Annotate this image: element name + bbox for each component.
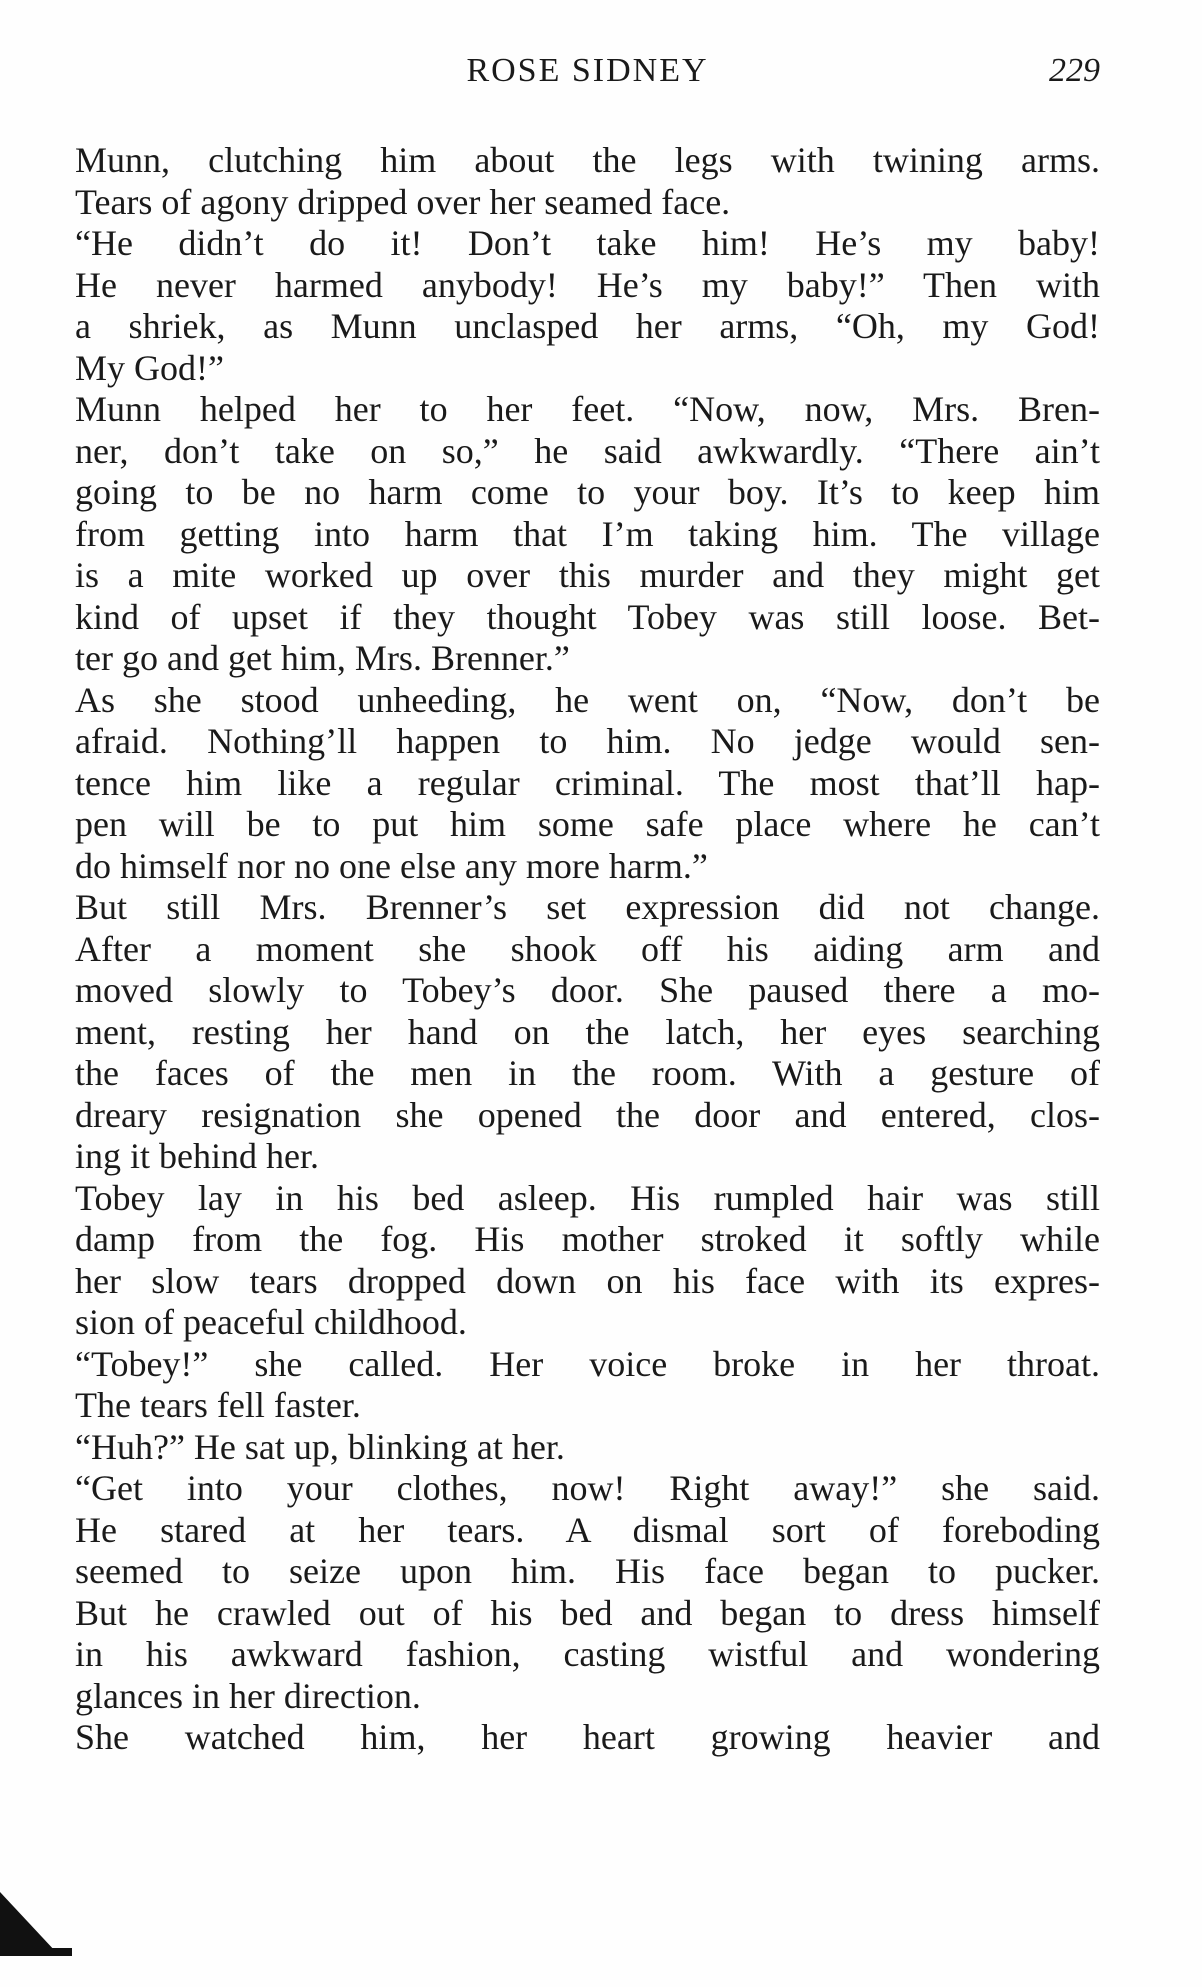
text-line: kind of upset if they thought Tobey was still loose. Bet- — [75, 596, 1100, 637]
text-line: pen will be to put him some safe place where he can’t — [75, 804, 1100, 844]
text-line: is a mite worked up over this murder and they might get — [75, 555, 1100, 595]
text-line: After a moment she shook off his aiding arm and — [75, 928, 1100, 969]
text-line: As she stood unheeding, he went on, “Now, don’t be — [75, 679, 1100, 720]
text-line: ner, don’t take on so,” he said awkwardly. “There ain’t — [75, 430, 1100, 471]
text-line: Munn, clutching him about the legs with twining arms. — [75, 140, 1100, 180]
text-line: “Huh?” He sat up, blinking at her. — [75, 1426, 565, 1467]
text-line: sion of peaceful childhood. — [75, 1302, 467, 1342]
text-line: damp from the fog. His mother stroked it softly while — [75, 1219, 1100, 1259]
text-line: He stared at her tears. A dismal sort of foreboding — [75, 1509, 1100, 1550]
text-line: “Get into your clothes, now! Right away!” she said. — [75, 1468, 1100, 1508]
text-line: ing it behind her. — [75, 1136, 319, 1176]
text-line: She watched him, her heart growing heavier and — [75, 1717, 1100, 1757]
body-text — [75, 140, 1100, 1759]
running-head — [75, 52, 1100, 92]
text-line: He never harmed anybody! He’s my baby!” Then with — [75, 264, 1100, 305]
text-line: “Tobey!” she called. Her voice broke in her throat. — [75, 1343, 1100, 1384]
text-line: seemed to seize upon him. His face began to pucker. — [75, 1551, 1100, 1591]
text-line: going to be no harm come to your boy. It’s to keep him — [75, 472, 1100, 512]
text-line: dreary resignation she opened the door and entered, clos- — [75, 1094, 1100, 1135]
text-line: moved slowly to Tobey’s door. She paused there a mo- — [75, 970, 1100, 1010]
text-line: tence him like a regular criminal. The most that’ll hap- — [75, 762, 1100, 803]
text-line: Munn helped her to her feet. “Now, now, Mrs. Bren- — [75, 389, 1100, 429]
text-line: in his awkward fashion, casting wistful and wondering — [75, 1634, 1100, 1674]
text-line: ment, resting her hand on the latch, her eyes searching — [75, 1011, 1100, 1052]
text-line: The tears fell faster. — [75, 1385, 361, 1425]
text-line: ter go and get him, Mrs. Brenner.” — [75, 638, 570, 678]
text-line: “He didn’t do it! Don’t take him! He’s my baby! — [75, 223, 1100, 263]
text-line: the faces of the men in the room. With a gesture of — [75, 1053, 1100, 1093]
page-corner-bar — [0, 1948, 72, 1956]
text-line: a shriek, as Munn unclasped her arms, “Oh, my God! — [75, 306, 1100, 346]
text-line: afraid. Nothing’ll happen to him. No jedge would sen- — [75, 721, 1100, 761]
page-corner-mark — [0, 1892, 56, 1952]
text-line: My God!” — [75, 347, 224, 388]
running-head-title: ROSE SIDNEY — [466, 52, 709, 89]
text-line: from getting into harm that I’m taking him. The village — [75, 513, 1100, 554]
text-line: glances in her direction. — [75, 1675, 421, 1716]
text-line: Tears of agony dripped over her seamed face. — [75, 181, 731, 222]
text-line: Tobey lay in his bed asleep. His rumpled hair was still — [75, 1177, 1100, 1218]
page-number: 229 — [1049, 52, 1100, 89]
text-line: But still Mrs. Brenner’s set expression did not change. — [75, 887, 1100, 927]
text-line: But he crawled out of his bed and began to dress himself — [75, 1592, 1100, 1633]
text-line: do himself nor no one else any more harm.” — [75, 845, 708, 886]
text-line: her slow tears dropped down on his face with its expres- — [75, 1260, 1100, 1301]
